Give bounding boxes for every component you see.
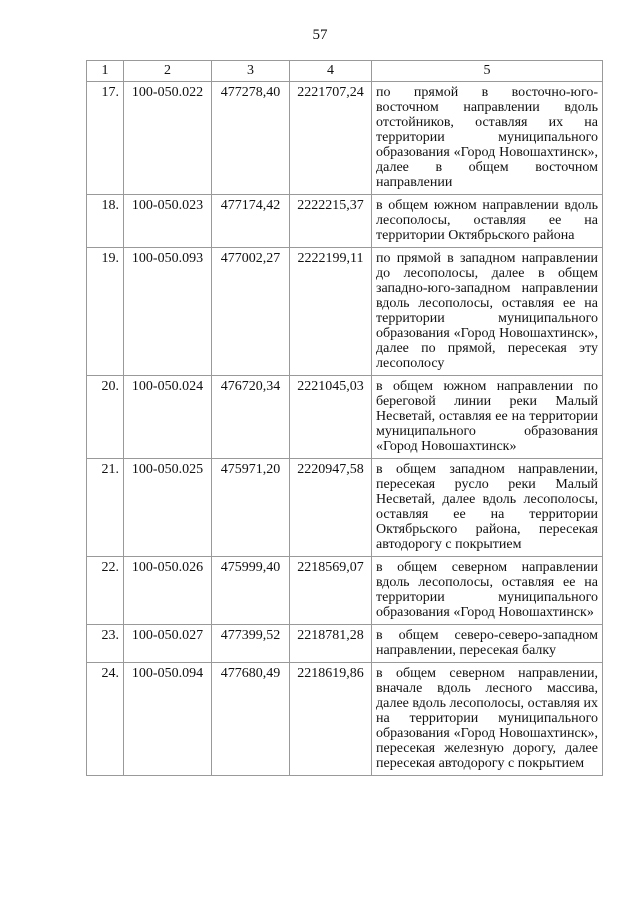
row-number-cell: 19. [87, 248, 124, 376]
y-coordinate-cell: 2218781,28 [290, 625, 372, 663]
table-row [87, 625, 603, 663]
table-row [87, 248, 603, 376]
description-cell: в общем северо-северо-западном направлении, пересекая балку [372, 625, 603, 663]
point-code-cell: 100-050.093 [124, 248, 212, 376]
y-coordinate-cell: 2221707,24 [290, 82, 372, 195]
point-code-cell: 100-050.023 [124, 195, 212, 248]
x-coordinate-cell: 476720,34 [212, 376, 290, 459]
table-row [87, 459, 603, 557]
point-code-cell: 100-050.026 [124, 557, 212, 625]
x-coordinate-cell: 477278,40 [212, 82, 290, 195]
row-number-cell: 23. [87, 625, 124, 663]
header-row [87, 61, 603, 82]
point-code-cell: 100-050.024 [124, 376, 212, 459]
point-code-cell: 100-050.022 [124, 82, 212, 195]
x-coordinate-cell: 477680,49 [212, 663, 290, 776]
row-number-cell: 22. [87, 557, 124, 625]
column-header: 5 [372, 61, 603, 82]
point-code-cell: 100-050.025 [124, 459, 212, 557]
x-coordinate-cell: 475999,40 [212, 557, 290, 625]
y-coordinate-cell: 2222199,11 [290, 248, 372, 376]
column-header: 3 [212, 61, 290, 82]
column-header: 1 [87, 61, 124, 82]
table-row [87, 557, 603, 625]
y-coordinate-cell: 2222215,37 [290, 195, 372, 248]
column-header: 4 [290, 61, 372, 82]
description-cell: по прямой в западном направлении до лесополосы, далее в общем западно-юго-западном направлении вдоль лесополосы, оставляя ее на территории муниципального образования «Город Новошахтинск», далее по прямой, пересекая эту лесополосу [372, 248, 603, 376]
x-coordinate-cell: 475971,20 [212, 459, 290, 557]
row-number-cell: 20. [87, 376, 124, 459]
table-row [87, 376, 603, 459]
boundary-table [86, 60, 603, 776]
description-cell: в общем южном направлении вдоль лесополосы, оставляя ее на территории Октябрьского района [372, 195, 603, 248]
y-coordinate-cell: 2218569,07 [290, 557, 372, 625]
description-cell: в общем западном направлении, пересекая русло реки Малый Несветай, далее вдоль лесополосы, оставляя ее на территории Октябрьского района, пересекая автодорогу с покрытием [372, 459, 603, 557]
x-coordinate-cell: 477399,52 [212, 625, 290, 663]
x-coordinate-cell: 477174,42 [212, 195, 290, 248]
description-cell: в общем северном направлении вдоль лесополосы, оставляя ее на территории муниципального образования «Город Новошахтинск» [372, 557, 603, 625]
description-cell: по прямой в восточно-юго-восточном направлении вдоль отстойников, оставляя их на территории муниципального образования «Город Новошахтинск», далее в общем восточном направлении [372, 82, 603, 195]
description-cell: в общем южном направлении по береговой линии реки Малый Несветай, оставляя ее на территории муниципального образования «Город Новошахтинск» [372, 376, 603, 459]
row-number-cell: 24. [87, 663, 124, 776]
table-row [87, 663, 603, 776]
column-header: 2 [124, 61, 212, 82]
y-coordinate-cell: 2218619,86 [290, 663, 372, 776]
table-row [87, 82, 603, 195]
row-number-cell: 17. [87, 82, 124, 195]
y-coordinate-cell: 2220947,58 [290, 459, 372, 557]
row-number-cell: 21. [87, 459, 124, 557]
table-row [87, 195, 603, 248]
point-code-cell: 100-050.094 [124, 663, 212, 776]
page-number: 57 [312, 27, 328, 43]
x-coordinate-cell: 477002,27 [212, 248, 290, 376]
description-cell: в общем северном направлении, вначале вдоль лесного массива, далее вдоль лесополосы, оставляя их на территории муниципального образования «Город Новошахтинск», пересекая железную дорогу, далее пересекая автодорогу с покрытием [372, 663, 603, 776]
row-number-cell: 18. [87, 195, 124, 248]
point-code-cell: 100-050.027 [124, 625, 212, 663]
y-coordinate-cell: 2221045,03 [290, 376, 372, 459]
